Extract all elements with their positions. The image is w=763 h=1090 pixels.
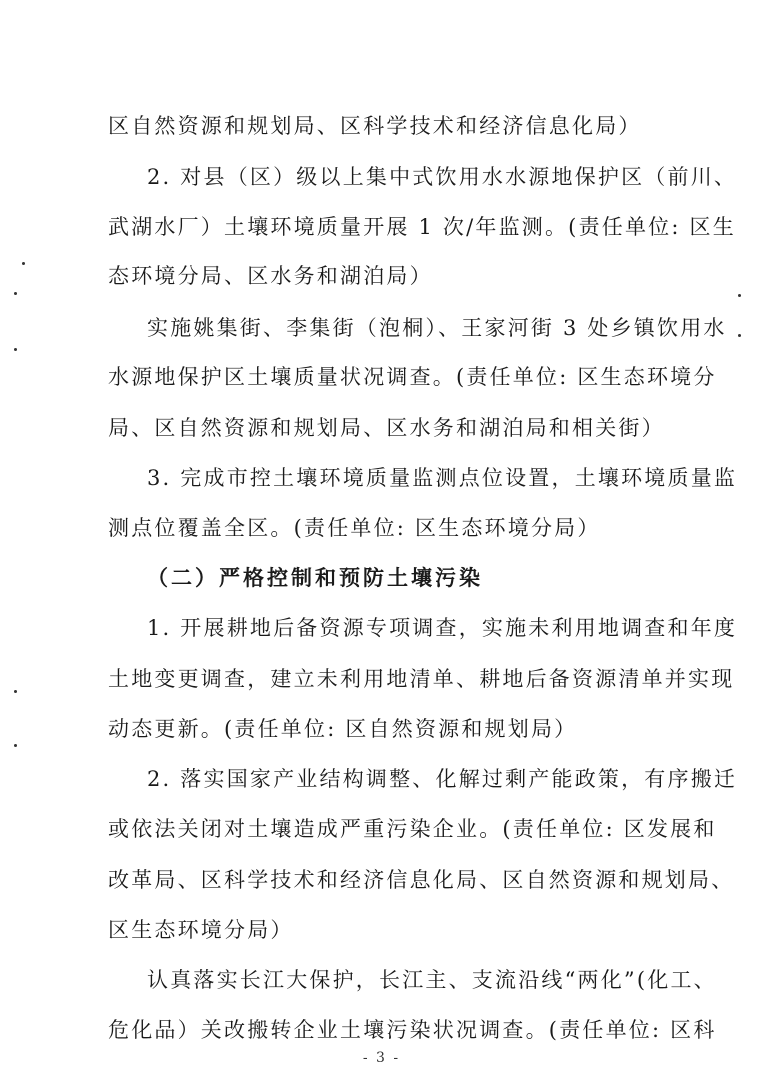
scan-speck xyxy=(14,292,17,295)
text-line: 2. 对县（区）级以上集中式饮用水水源地保护区（前川、 xyxy=(147,165,738,189)
scan-speck xyxy=(738,294,741,297)
text-line: 实施姚集街、李集街（泡桐）、王家河街 3 处乡镇饮用水 xyxy=(147,316,727,340)
text-line: 态环境分局、区水务和湖泊局） xyxy=(108,264,433,288)
text-line: 危化品）关改搬转企业土壤污染状况调查。(责任单位: 区科 xyxy=(108,1018,717,1042)
text-line: 武湖水厂）土壤环境质量开展 1 次/年监测。(责任单位: 区生 xyxy=(108,215,736,239)
text-line: 测点位覆盖全区。(责任单位: 区生态环境分局） xyxy=(108,516,601,540)
text-line: 1. 开展耕地后备资源专项调查，实施未利用地调查和年度 xyxy=(147,616,738,640)
text-line: 水源地保护区土壤质量状况调查。(责任单位: 区生态环境分 xyxy=(108,365,717,389)
text-line: 3. 完成市控土壤环境质量监测点位设置，土壤环境质量监 xyxy=(147,466,738,490)
text-line: 区自然资源和规划局、区科学技术和经济信息化局） xyxy=(108,114,642,138)
scan-speck xyxy=(14,744,17,747)
text-line: 2. 落实国家产业结构调整、化解过剩产能政策，有序搬迁 xyxy=(147,767,738,791)
text-line: 动态更新。(责任单位: 区自然资源和规划局） xyxy=(108,717,578,741)
text-line: 或依法关闭对土壤造成严重污染企业。(责任单位: 区发展和 xyxy=(108,817,717,841)
scan-speck xyxy=(22,262,25,265)
text-line: 认真落实长江大保护，长江主、支流沿线“两化”(化工、 xyxy=(147,968,717,992)
scan-speck xyxy=(738,334,741,337)
text-line: 区生态环境分局） xyxy=(108,918,294,942)
text-line: 局、区自然资源和规划局、区水务和湖泊局和相关街） xyxy=(108,416,665,440)
scan-speck xyxy=(14,690,17,693)
text-line: 改革局、区科学技术和经济信息化局、区自然资源和规划局、 xyxy=(108,868,735,892)
scan-speck xyxy=(14,348,17,351)
section-heading: （二）严格控制和预防土壤污染 xyxy=(147,565,483,590)
page-number: - 3 - xyxy=(362,1050,401,1066)
text-line: 土地变更调查，建立未利用地清单、耕地后备资源清单并实现 xyxy=(108,667,735,691)
